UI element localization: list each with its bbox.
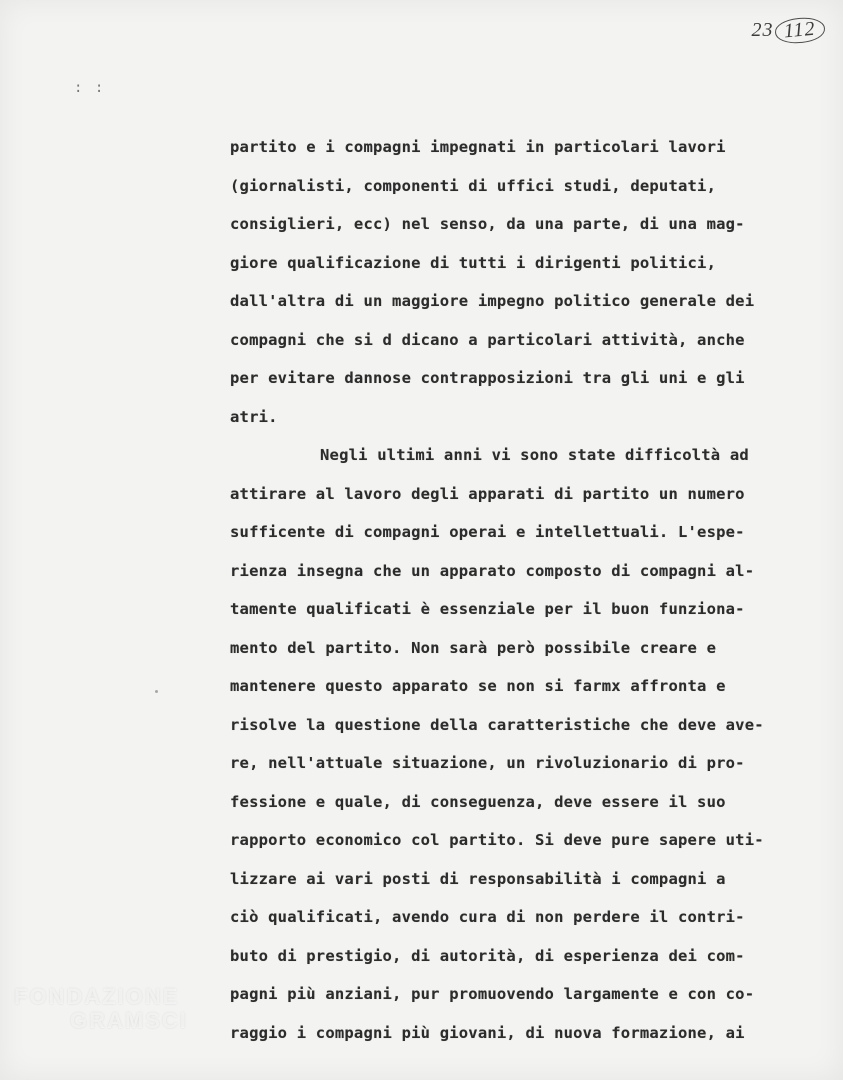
corner-mark: : :	[74, 80, 106, 96]
text-line: re, nell'attuale situazione, un rivoluzionario di pro-	[230, 754, 745, 772]
text-line: attirare al lavoro degli apparati di partito un numero	[230, 484, 745, 503]
page-number-circled: 112	[774, 16, 826, 45]
text-line: raggio i compagni più giovani, di nuova formazione, ai	[230, 1023, 745, 1042]
watermark-line-2: GRAMSCI	[70, 1008, 188, 1034]
text-line: sufficente di compagni operai e intellettuali. L'espe-	[230, 523, 745, 541]
text-line: consiglieri, ecc) nel senso, da una parte, di una mag-	[230, 215, 745, 233]
text-line: ciò qualificati, avendo cura di non perdere il contri-	[230, 908, 745, 926]
text-line: buto di prestigio, di autorità, di esperienza dei com-	[230, 946, 745, 965]
text-line: per evitare dannose contrapposizioni tra gli uni e gli	[230, 369, 745, 387]
typed-text-block	[230, 128, 790, 1052]
text-line: tamente qualificati è essenziale per il buon funziona-	[230, 600, 745, 618]
watermark-logo	[14, 985, 188, 1033]
text-line: (giornalisti, componenti di uffici studi, deputati,	[230, 176, 717, 195]
text-line: fessione e quale, di conseguenza, deve essere il suo	[230, 792, 726, 811]
text-line: pagni più anziani, pur promuovendo largamente e con co-	[230, 985, 755, 1003]
watermark-line-1: FONDAZIONE	[14, 984, 180, 1009]
text-line: mantenere questo apparato se non si farmx affronta e	[230, 677, 726, 695]
text-line: atri.	[230, 407, 278, 426]
text-line: lizzare ai vari posti di responsabilità i compagni a	[230, 869, 726, 888]
text-line: rienza insegna che un apparato composto di compagni al-	[230, 561, 755, 580]
text-line: giore qualificazione di tutti i dirigenti politici,	[230, 253, 717, 272]
text-line: dall'altra di un maggiore impegno politico generale dei	[230, 292, 755, 310]
page-number	[751, 18, 825, 43]
page-number-prefix: 23	[751, 19, 774, 41]
text-line: compagni che si d dicano a particolari attività, anche	[230, 330, 745, 349]
text-line: risolve la questione della caratteristiche che deve ave-	[230, 715, 764, 734]
text-line: partito e i compagni impegnati in particolari lavori	[230, 138, 726, 156]
speck-mark	[155, 690, 158, 693]
text-line: mento del partito. Non sarà però possibile creare e	[230, 638, 717, 657]
text-line: Negli ultimi anni vi sono state difficoltà ad	[320, 446, 749, 464]
text-line: rapporto economico col partito. Si deve pure sapere uti-	[230, 831, 764, 849]
